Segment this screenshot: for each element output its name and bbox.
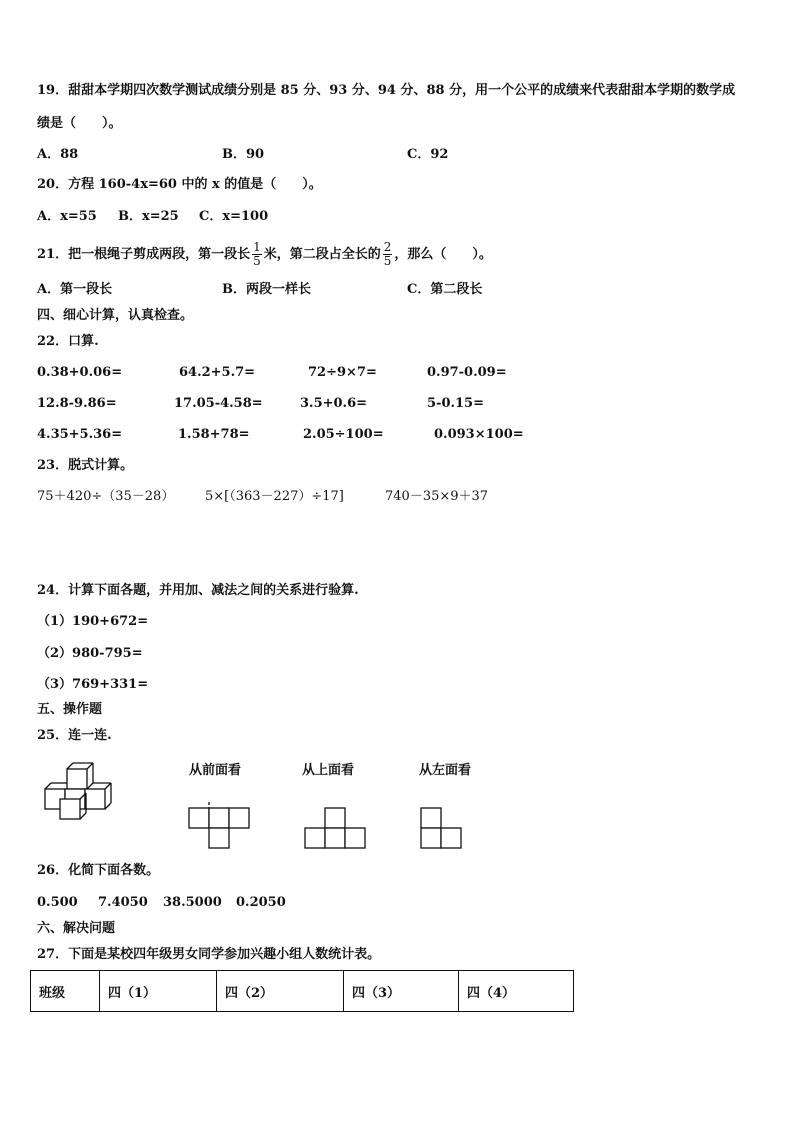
- q21-frac1-denominator: 5: [253, 254, 261, 268]
- q24-item-1: （1）190+672=: [37, 614, 149, 629]
- q24-item-3: （3）769+331=: [37, 677, 149, 692]
- q25-view-front: 从前面看: [189, 763, 242, 778]
- table-header-class-2: 四（2）: [217, 971, 344, 1012]
- table-row: [31, 971, 574, 1012]
- q22-r2c3: 3.5+0.6=: [300, 396, 368, 411]
- q22-r2c4: 5-0.15=: [427, 396, 484, 411]
- q22-r1c3: 72÷9×7=: [308, 365, 377, 380]
- q21-option-c: C．第二段长: [407, 282, 483, 297]
- q21-question: [37, 240, 492, 270]
- q21-frac2-denominator: 5: [383, 254, 392, 268]
- q26-item-4: 0.2050: [236, 895, 286, 910]
- q22-r3c1: 4.35+5.36=: [37, 427, 123, 442]
- q20-question: 20．方程 160-4x=60 中的 x 的值是（ ）。: [37, 177, 322, 192]
- q19-option-a: A．88: [37, 147, 79, 162]
- q19-option-c: C．92: [407, 147, 449, 162]
- q22-r3c4: 0.093×100=: [434, 427, 524, 442]
- q25-title: 25．连一连.: [37, 728, 112, 743]
- q26-item-3: 38.5000: [163, 895, 222, 910]
- q21-part1: 21．把一根绳子剪成两段，第一段长: [37, 247, 251, 262]
- q27-title: 27．下面是某校四年级男女同学参加兴趣小组人数统计表。: [37, 947, 381, 962]
- q21-frac2-numerator: 2: [383, 240, 392, 254]
- q19-line1: 19．甜甜本学期四次数学测试成绩分别是 85 分、93 分、94 分、88 分，用一个公平的成绩来代表甜甜本学期的数学成: [37, 83, 736, 98]
- interest-group-table: [30, 970, 574, 1012]
- q21-part3: ，那么（ ）。: [394, 247, 492, 262]
- q25-view-left: 从左面看: [419, 763, 472, 778]
- top-view-figure: [302, 800, 372, 850]
- q20-option-a: A．x=55: [37, 209, 97, 224]
- q21-part2: 米，第二段占全长的: [263, 247, 381, 262]
- q21-fraction-2: [383, 241, 393, 268]
- section-6-heading: 六、解决问题: [37, 921, 116, 936]
- q19-option-b: B．90: [222, 147, 265, 162]
- q24-title: 24．计算下面各题，并用加、减法之间的关系进行验算.: [37, 583, 359, 598]
- q20-option-b: B．x=25: [118, 209, 179, 224]
- q22-r2c1: 12.8-9.86=: [37, 396, 117, 411]
- table-header-class-3: 四（3）: [344, 971, 459, 1012]
- table-header-class-1: 四（1）: [100, 971, 217, 1012]
- q21-option-b: B．两段一样长: [222, 282, 311, 297]
- q25-view-top: 从上面看: [302, 763, 355, 778]
- front-view-figure: [186, 800, 256, 850]
- table-header-class: 班级: [31, 971, 100, 1012]
- q21-fraction-1: [252, 241, 262, 268]
- q22-title: 22．口算.: [37, 334, 99, 349]
- section-5-heading: 五、操作题: [37, 702, 103, 717]
- q24-item-2: （2）980-795=: [37, 646, 143, 661]
- q22-r3c2: 1.58+78=: [178, 427, 250, 442]
- section-4-heading: 四、细心计算，认真检查。: [37, 308, 194, 323]
- q21-option-a: A．第一段长: [37, 282, 113, 297]
- cube-stack-figure: [40, 758, 136, 830]
- q23-item-2: 5×[（363－227）÷17]: [205, 489, 344, 504]
- left-view-figure: [418, 800, 468, 850]
- q26-item-2: 7.4050: [98, 895, 148, 910]
- q23-item-1: 75＋420÷（35－28）: [37, 489, 175, 504]
- q22-r3c3: 2.05÷100=: [303, 427, 384, 442]
- q20-option-c: C．x=100: [199, 209, 269, 224]
- q19-line2: 绩是（ ）。: [37, 116, 122, 131]
- q23-item-3: 740－35×9＋37: [385, 489, 489, 504]
- q22-r1c4: 0.97-0.09=: [427, 365, 507, 380]
- q21-frac1-numerator: 1: [253, 240, 261, 254]
- table-header-class-4: 四（4）: [459, 971, 574, 1012]
- q22-r1c1: 0.38+0.06=: [37, 365, 123, 380]
- q23-title: 23．脱式计算。: [37, 458, 134, 473]
- q22-r2c2: 17.05-4.58=: [174, 396, 263, 411]
- q26-title: 26．化简下面各数。: [37, 863, 160, 878]
- q22-r1c2: 64.2+5.7=: [179, 365, 256, 380]
- q26-item-1: 0.500: [37, 895, 78, 910]
